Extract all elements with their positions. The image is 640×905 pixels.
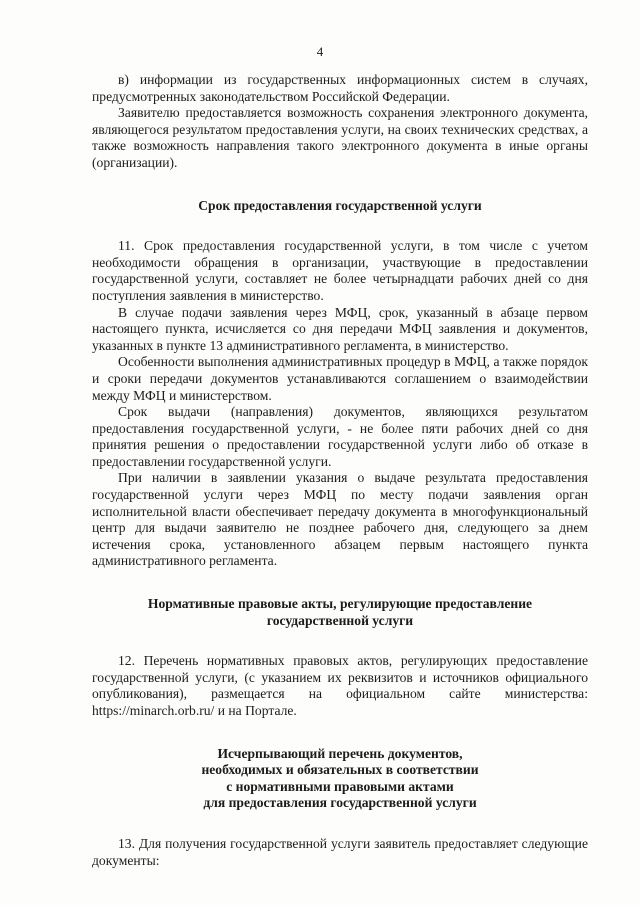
paragraph-11-mfc-delivery: При наличии в заявлении указания о выдаче результата предоставления государственной услуги через МФЦ по месту подачи заявления орган исполнительной власти обеспечивает передачу документа в многофункциональный центр для выдачи заявителю не позднее рабочего дня, следующего за днем истечения срока, установленного абзацем первым настоящего пункта административного регламента. [92,470,588,569]
heading-documents-list-line-2: необходимых и обязательных в соответствии [201,762,479,778]
paragraph-11-mfc-features: Особенности выполнения административных процедур в МФЦ, а также порядок и сроки передачи документов устанавливаются соглашением о взаимодействии между МФЦ и министерством. [92,354,588,403]
heading-documents-list-line-1: Исчерпывающий перечень документов, [217,745,463,761]
heading-normative-acts-line-1: Нормативные правовые акты, регулирующие предоставление [147,596,533,612]
paragraph-12-normative-list: 12. Перечень нормативных правовых актов, регулирующих предоставление государственной услуги, (с указанием их реквизитов и источников официального опубликования), размещается на официальном сайте министерства: https://minarch.orb.ru/ и на Портале. [92,653,588,718]
page-number: 4 [316,44,324,59]
heading-documents-list-line-3: с нормативными правовыми актами [226,778,454,794]
paragraph-intro-electronic: Заявителю предоставляется возможность сохранения электронного документа, являющегося результатом предоставления услуги, на своих технических средствах, а также возможность направления такого электронного документа в иные органы (организации). [92,105,588,170]
heading-service-term: Срок предоставления государственной услуги [198,197,482,213]
document-body [92,72,588,869]
paragraph-intro-v: в) информации из государственных информационных систем в случаях, предусмотренных законодательством Российской Федерации. [92,72,588,104]
heading-normative-acts [92,596,588,629]
heading-normative-acts-line-2: государственной услуги [266,612,414,628]
paragraph-11-mfc-term: В случае подачи заявления через МФЦ, срок, указанный в абзаце первом настоящего пункта, исчисляется со дня передачи МФЦ заявления и документов, указанных в пункте 13 административного регламента, в министерство. [92,304,588,353]
paragraph-11-issue-term: Срок выдачи (направления) документов, являющихся результатом предоставления государственной услуги, - не более пяти рабочих дней со дня принятия решения о предоставлении государственной услуги либо об отказе в предоставлении государственной услуги. [92,404,588,469]
heading-documents-list [92,746,588,812]
paragraph-13-documents: 13. Для получения государственной услуги заявитель предоставляет следующие документы: [92,835,588,868]
paragraph-11-term: 11. Срок предоставления государственной услуги, в том числе с учетом необходимости обращения в организации, участвующие в предоставлении государственной услуги, составляет не более четырнадцати рабочих дней со дня поступления заявления в министерство. [92,238,588,303]
heading-documents-list-line-4: для предоставления государственной услуги [203,795,477,811]
